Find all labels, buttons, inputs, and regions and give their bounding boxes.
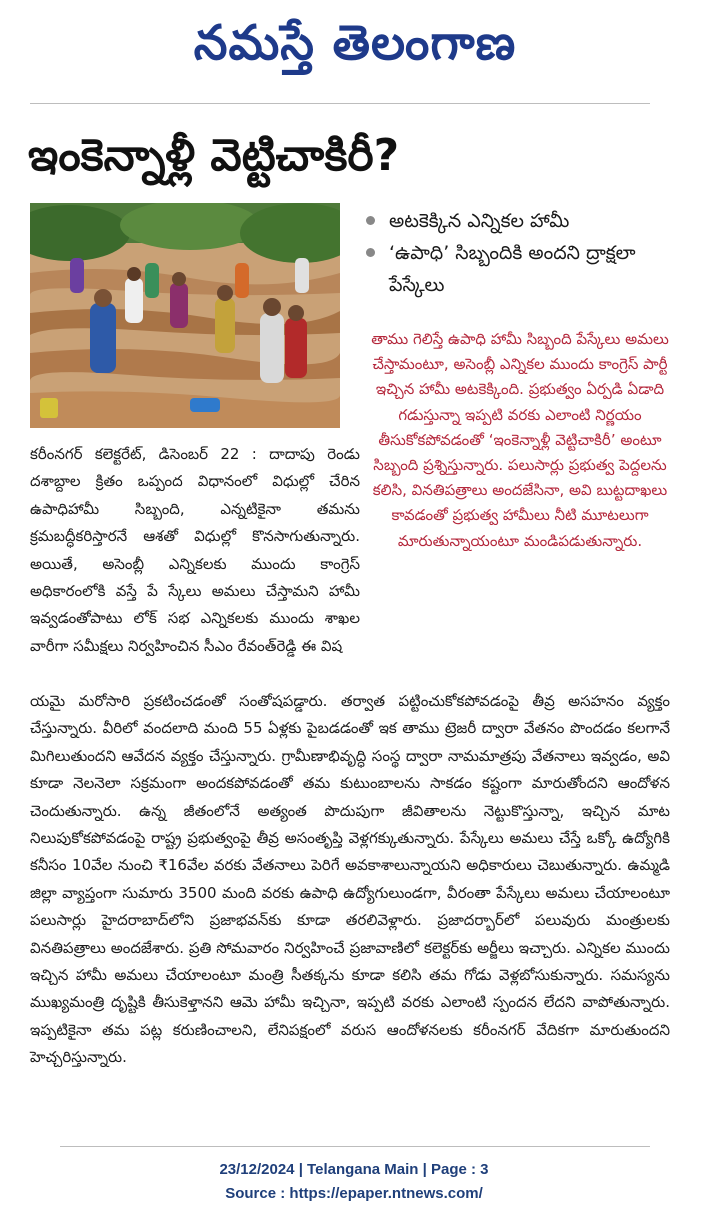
- edition-info: 23/12/2024 | Telangana Main | Page : 3: [219, 1161, 489, 1178]
- masthead-divider: [30, 103, 650, 104]
- bullet-item: [362, 205, 662, 237]
- masthead: [0, 0, 708, 96]
- bullet-text: అటకెక్కిన ఎన్నికల హామీ: [389, 210, 570, 232]
- footer-divider: [60, 1146, 650, 1147]
- highlight-bullets: [362, 205, 662, 301]
- pull-quote: తాము గెలిస్తే ఉపాధి హామీ సిబ్బంది పేస్కేలు అమలు చేస్తామంటూ, అసెంబ్లీ ఎన్నికల ముందు కాంగ్రెస్ పార్టీ ఇచ్చిన హామీ అటకెక్కింది. ప్రభుత్వం ఏర్పడి ఏడాది గడుస్తున్నా ఇప్పటి వరకు ఎలాంటి నిర్ణయం తీసుకోకపోవడంతో ‘ఇంకెన్నాళ్లీ వెట్టిచాకిరీ’ అంటూ సిబ్బంది ప్రశ్నిస్తున్నారు. పలుసార్లు ప్రభుత్వ పెద్దలను కలిసి, వినతిపత్రాలు అందజేసినా, అవి బుట్టదాఖలు కావడంతో ప్రభుత్వ హామీలు నీటి మూటలుగా మారుతున్నాయంటూ మండిపడుతున్నారు.: [371, 330, 669, 550]
- article-body-left-column: కరీంనగర్ కలెక్టరేట్, డిసెంబర్ 22 : దాదాపు రెండు దశాబ్దాల క్రితం ఒప్పంద విధానంలో విధుల్లో చేరిన ఉపాధిహామీ సిబ్బంది, ఎన్నటికైనా తమను క్రమబద్ధీకరిస్తారనే ఆశతో విధుల్లో కొనసాగుతున్నారు. అయితే, అసెంబ్లీ ఎన్నికలకు ముందు కాంగ్రెస్ అధికారంలోకి వస్తే పే స్కేలు అమలు చేస్తామని హామీ ఇవ్వడంతోపాటు లోక్ సభ ఎన్నికలకు ముందు శాఖల వారీగా సమీక్షలు నిర్వహించిన సీఎం రేవంత్‌రెడ్డి ఈ విష: [30, 445, 360, 655]
- source-link[interactable]: Source : https://epaper.ntnews.com/: [225, 1185, 483, 1202]
- article-headline: ఇంకెన్నాళ్లీ వెట్టిచాకిరీ?: [28, 130, 400, 181]
- newspaper-logo: నమస్తే తెలంగాణ: [193, 15, 517, 71]
- article-photo: [30, 203, 340, 428]
- bullet-text: ‘ఉపాధి’ సిబ్బందికి అందని ద్రాక్షలా పేస్కేలు: [389, 242, 636, 296]
- bullet-item: [362, 237, 662, 301]
- bullet-dot-icon: [366, 248, 375, 257]
- article-body-continued: యమై మరోసారి ప్రకటించడంతో సంతోషపడ్డారు. తర్వాత పట్టించుకోకపోవడంపై తీవ్ర అసహనం వ్యక్తం చేస్తున్నారు. వీరిలో వందలాది మంది 55 ఏళ్లకు పైబడడంతో ఇక తాము ట్రెజరీ ద్వారా వేతనం పొందడం కలగానే మిగిలుతుందని ఆవేదన వ్యక్తం చేస్తున్నారు. గ్రామీణాభివృద్ధి సంస్థ ద్వారా నామమాత్రపు వేతనాలు ఇవ్వడం, అవి కూడా నెలనెలా సక్రమంగా అందకపోవడంతో తమ కుటుంబాలను సాకడం కష్టంగా మారుతోందని ఆందోళన చెందుతున్నారు. ఉన్న జీతంలోనే అత్యంత పొదుపుగా జీవితాలను నెట్టుకొస్తున్నా, ఇచ్చిన మాట నిలుపుకోకపోవడంపై రాష్ట్ర ప్రభుత్వంపై తీవ్ర అసంతృప్తి వెళ్లగక్కుతున్నారు. పేస్కేలు అమలు చేస్తే ఒక్కో ఉద్యోగికి కనీసం 10వేల నుంచి ₹16వేల వరకు వేతనాలు పెరిగే అవకాశాలున్నాయని అధికారులు చెబుతున్నారు. ఉమ్మడి జిల్లా వ్యాప్తంగా సుమారు 3500 మంది వరకు ఉపాధి ఉద్యోగులుండగా, వీరంతా పేస్కేలు అమలు చేయాలంటూ పలుసార్లు హైదరాబాద్‌లోని ప్రజాభవన్‌కు కూడా తరలివెళ్లారు. ప్రజాదర్బార్‌లో పలువురు మంత్రులకు వినతిపత్రాలు అందజేశారు. ప్రతి సోమవారం నిర్వహించే ప్రజావాణిలో కలెక్టర్‌కు అర్జీలు ఇచ్చారు. ఎన్నికల ముందు ఇచ్చిన హామీ అమలు చేయాలంటూ మంత్రి సీతక్కను కూడా కలిసి తమ గోడు వెళ్లబోసుకున్నారు. సమస్యను ముఖ్యమంత్రి దృష్టికి తీసుకెళ్తానని ఆమె హామీ ఇచ్చినా, ఇప్పటి వరకు ఎలాంటి స్పందన లేదని వాపోతున్నారు. ఇప్పటికైనా తమ పట్ల కరుణించాలని, లేనిపక్షంలో వరుస ఆందోళనలకు కరీంనగర్ వేదికగా మారుతుందని హెచ్చరిస్తున్నారు.: [30, 692, 670, 1067]
- bullet-dot-icon: [366, 216, 375, 225]
